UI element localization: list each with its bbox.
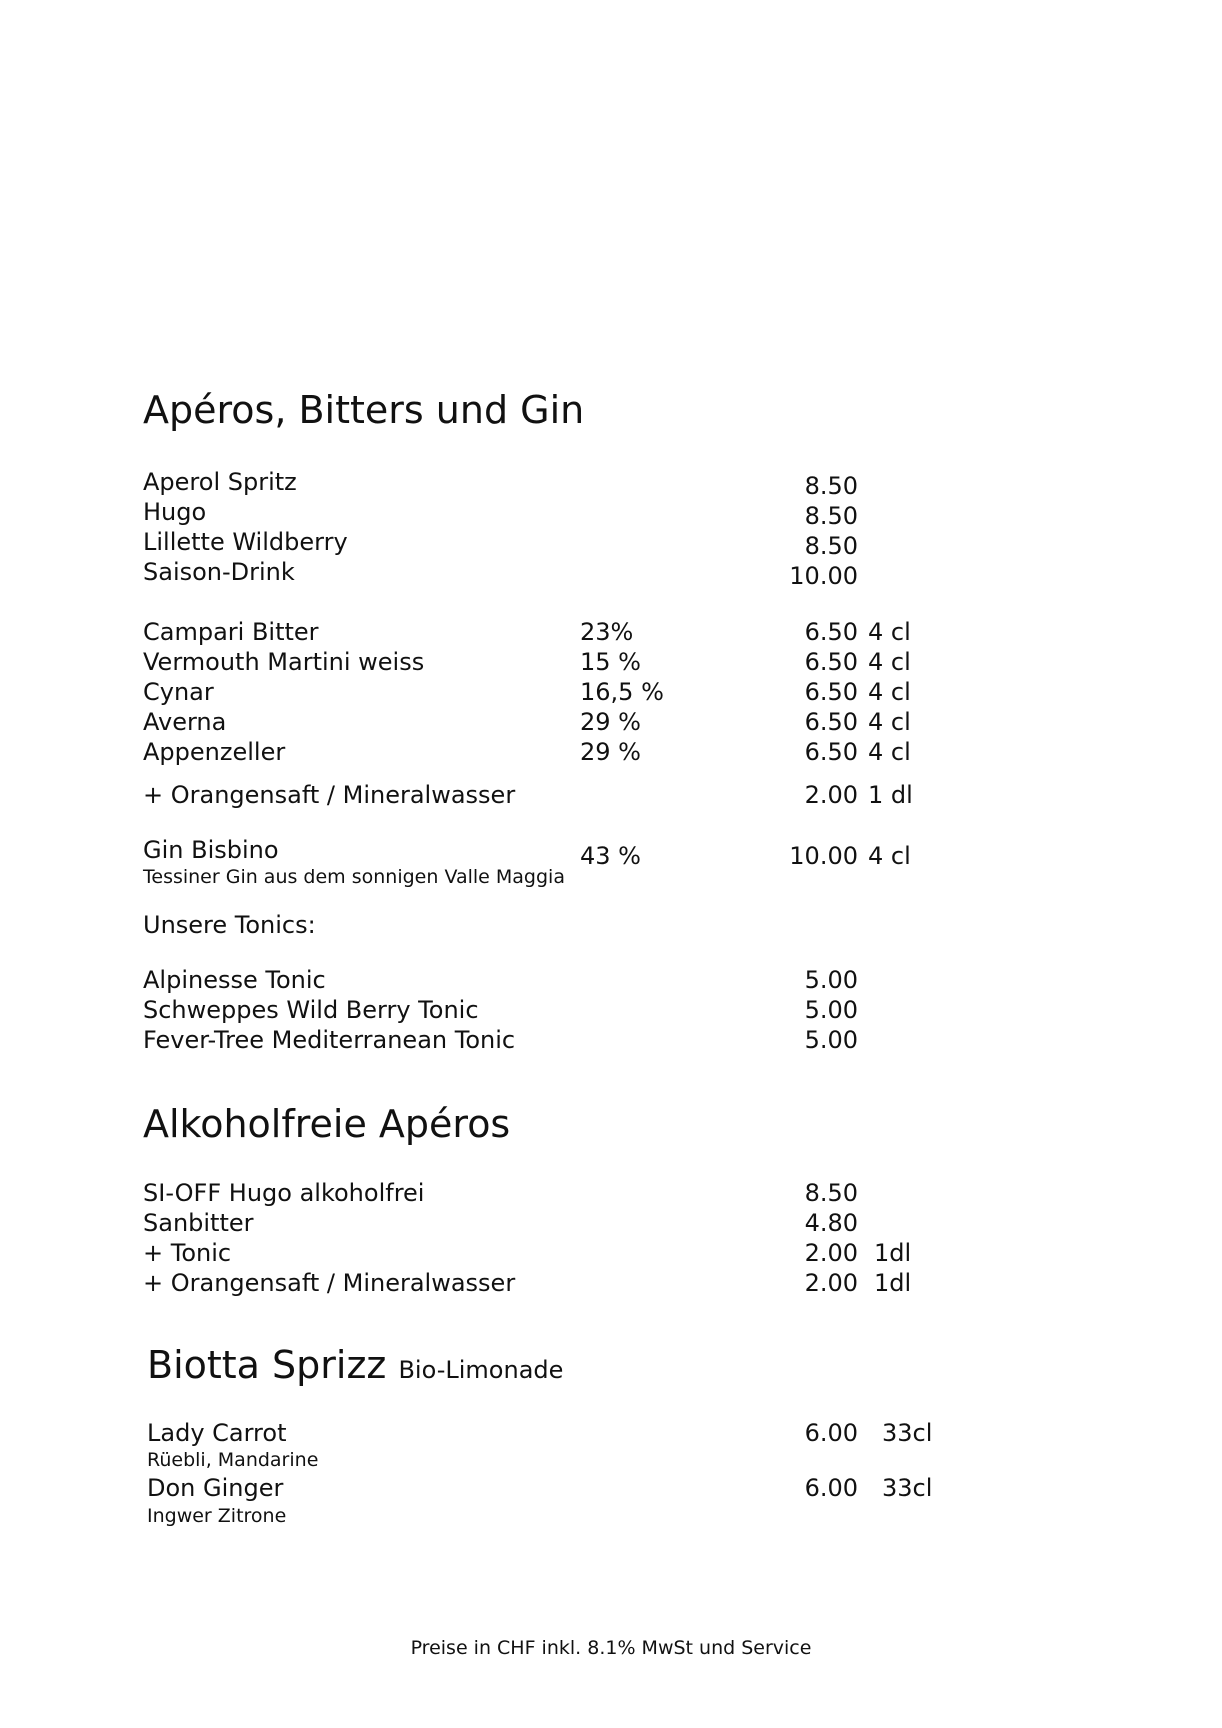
item-name: Lady Carrot <box>147 1419 287 1447</box>
item-price: 8.50 <box>804 472 858 500</box>
item-price: 8.50 <box>804 1179 858 1207</box>
item-price: 6.50 <box>804 738 858 766</box>
item-price: 2.00 <box>804 1269 858 1297</box>
item-price: 10.00 <box>789 562 858 590</box>
item-abv: 43 % <box>580 842 641 870</box>
menu-item: Lady Carrot 33cl 6.00 <box>147 1419 933 1447</box>
item-abv: 16,5 % <box>580 678 664 706</box>
item-price: 4.80 <box>804 1209 858 1237</box>
item-abv: 23% <box>580 618 634 646</box>
item-price: 6.00 <box>804 1419 858 1447</box>
section-title-alkoholfrei: Alkoholfreie Apéros <box>143 1102 511 1146</box>
item-name: Sanbitter <box>143 1209 254 1237</box>
item-name: Lillette Wildberry <box>143 528 348 556</box>
item-name: Cynar <box>143 678 214 706</box>
item-description: Tessiner Gin aus dem sonnigen Valle Maggia <box>143 866 565 888</box>
item-price: 2.00 <box>804 781 858 809</box>
section-title-text: Biotta Sprizz <box>147 1343 387 1387</box>
item-name: Gin Bisbino <box>143 836 279 864</box>
item-name: Hugo <box>143 498 207 526</box>
menu-item <box>143 468 858 498</box>
section-title-biotta <box>147 1343 563 1387</box>
item-name: + Tonic <box>143 1239 232 1267</box>
item-price: 5.00 <box>804 966 858 994</box>
menu-item: Campari Bitter 23% 4 cl 6.50 <box>143 618 911 646</box>
menu-item <box>143 558 858 588</box>
item-description: Rüebli, Mandarine <box>147 1449 319 1471</box>
item-abv: 15 % <box>580 648 641 676</box>
menu-item: Vermouth Martini weiss 15 % 4 cl 6.50 <box>143 648 911 676</box>
section-subtitle: Bio-Limonade <box>398 1356 564 1384</box>
item-price: 5.00 <box>804 996 858 1024</box>
item-name: Campari Bitter <box>143 618 319 646</box>
item-price: 6.50 <box>804 618 858 646</box>
item-name: Alpinesse Tonic <box>143 966 326 994</box>
price-footer: Preise in CHF inkl. 8.1% MwSt und Service <box>410 1637 812 1659</box>
menu-item <box>143 1209 858 1239</box>
item-price: 6.50 <box>804 708 858 736</box>
tonics-label: Unsere Tonics: <box>143 911 316 939</box>
item-abv: 29 % <box>580 708 641 736</box>
item-price: 10.00 <box>789 842 858 870</box>
item-name: Aperol Spritz <box>143 468 297 496</box>
item-name: Saison-Drink <box>143 558 295 586</box>
item-name: Fever-Tree Mediterranean Tonic <box>143 1026 516 1054</box>
item-price: 6.50 <box>804 648 858 676</box>
item-name: + Orangensaft / Mineralwasser <box>143 781 516 809</box>
menu-item: + Orangensaft / Mineralwasser 1dl 2.00 <box>143 1269 912 1297</box>
menu-item <box>143 1179 858 1209</box>
menu-item-gin: Gin Bisbino 43 % 4 cl 10.00 <box>143 836 911 870</box>
menu-item <box>143 996 858 1026</box>
item-price: 8.50 <box>804 532 858 560</box>
item-abv: 29 % <box>580 738 641 766</box>
item-price: 6.00 <box>804 1474 858 1502</box>
item-description: Ingwer Zitrone <box>147 1505 287 1527</box>
item-price: 5.00 <box>804 1026 858 1054</box>
menu-item <box>143 498 858 528</box>
item-price: 2.00 <box>804 1239 858 1267</box>
section-title-aperos: Apéros, Bitters und Gin <box>143 388 585 432</box>
menu-item <box>143 1026 858 1056</box>
menu-item: Cynar 16,5 % 4 cl 6.50 <box>143 678 911 706</box>
item-name: Averna <box>143 708 227 736</box>
menu-item-addon: + Orangensaft / Mineralwasser 1 dl 2.00 <box>143 781 913 809</box>
menu-item: + Tonic 1dl 2.00 <box>143 1239 912 1267</box>
item-name: SI-OFF Hugo alkoholfrei <box>143 1179 425 1207</box>
item-name: Vermouth Martini weiss <box>143 648 425 676</box>
menu-item <box>143 966 858 996</box>
item-price: 8.50 <box>804 502 858 530</box>
item-name: Schweppes Wild Berry Tonic <box>143 996 479 1024</box>
menu-item: Don Ginger 33cl 6.00 <box>147 1474 933 1502</box>
item-price: 6.50 <box>804 678 858 706</box>
item-name: Appenzeller <box>143 738 286 766</box>
menu-item: Appenzeller 29 % 4 cl 6.50 <box>143 738 911 766</box>
item-name: Don Ginger <box>147 1474 284 1502</box>
menu-item <box>143 528 858 558</box>
item-name: + Orangensaft / Mineralwasser <box>143 1269 516 1297</box>
menu-item: Averna 29 % 4 cl 6.50 <box>143 708 911 736</box>
